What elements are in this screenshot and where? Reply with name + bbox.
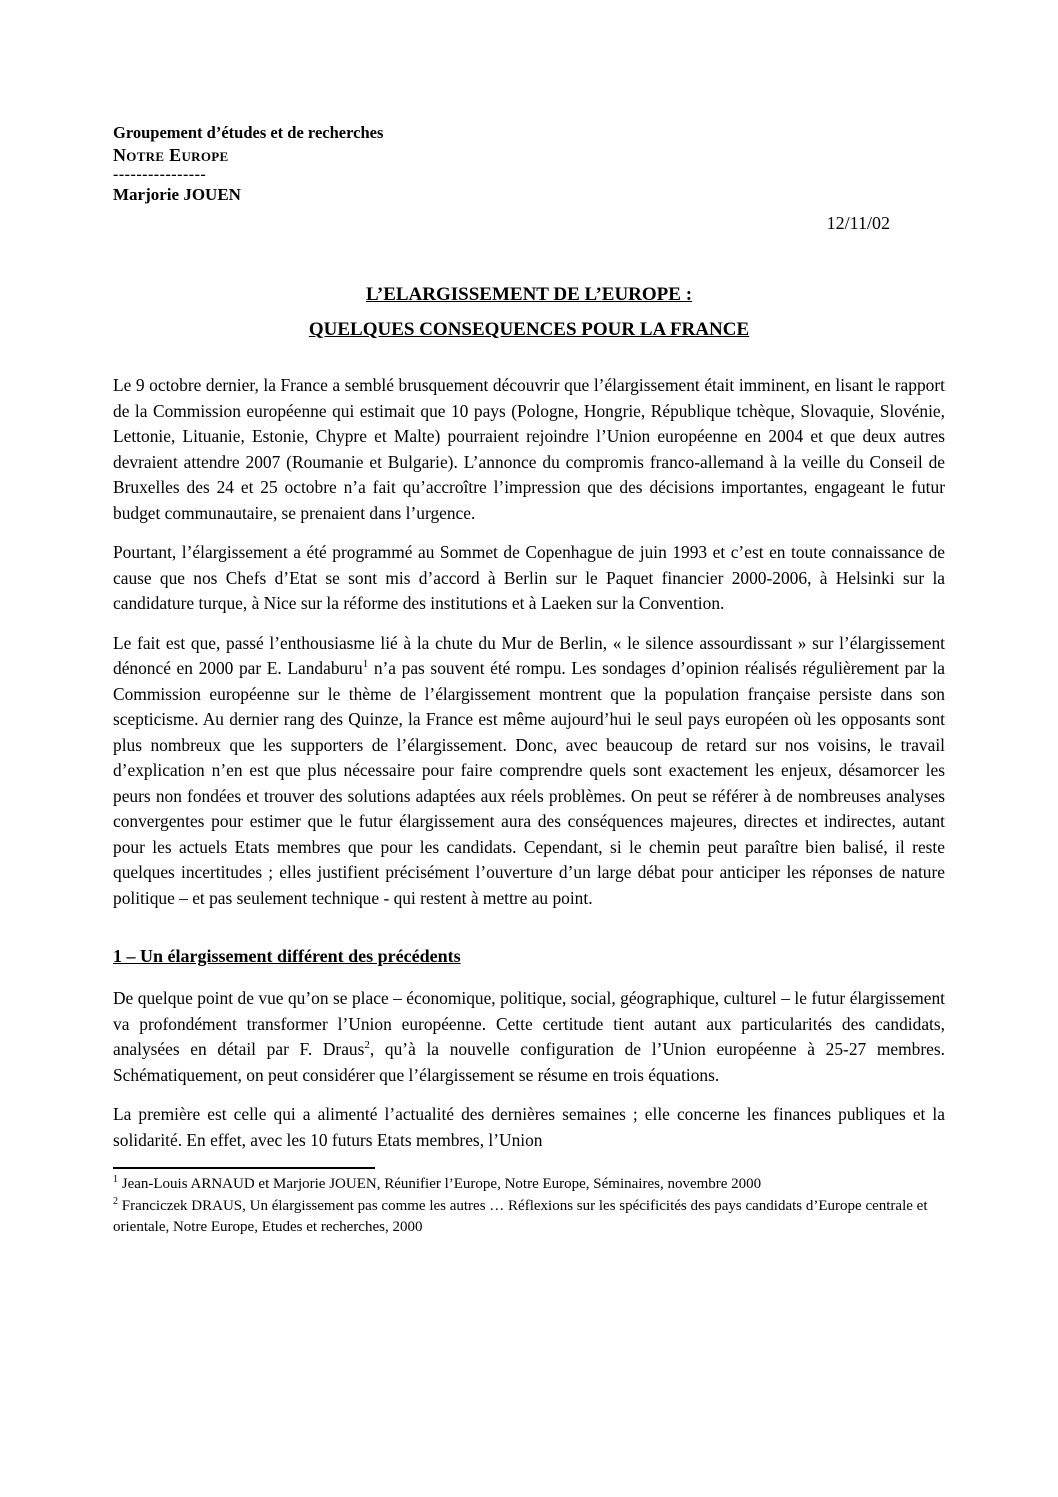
document-title [113,277,945,347]
header-divider-dashes: ---------------- [113,166,207,183]
footnote-separator-line [113,1167,375,1169]
section-1-heading: 1 – Un élargissement différent des précédents [113,946,461,966]
footnote-ref-1: 1 [362,658,369,671]
footnote-2-text: Franciczek DRAUS, Un élargissement pas comme les autres … Réflexions sur les spécificités des pays candidats d’Europe centrale et orientale, Notre Europe, Etudes et recherches, 2000 [113,1197,928,1235]
paragraph-1: Le 9 octobre dernier, la France a semblé brusquement découvrir que l’élargissement était imminent, en lisant le rapport de la Commission européenne qui estimait que 10 pays (Pologne, Hongrie, République tchèque, Slovaquie, Slovénie, Lettonie, Lituanie, Estonie, Chypre et Malte) pourraient rejoindre l’Union européenne en 2004 et que deux autres devraient attendre 2007 (Roumanie et Bulgarie). L’annonce du compromis franco-allemand à la veille du Conseil de Bruxelles des 24 et 25 octobre n’a fait qu’accroître l’impression que des décisions importantes, engageant le futur budget communautaire, se prenaient dans l’urgence. [113,375,945,523]
footnote-1-marker: 1 [113,1174,118,1185]
author-name: Marjorie JOUEN [113,185,241,204]
footnote-ref-2: 2 [364,1039,370,1052]
section-1-paragraph-2: La première est celle qui a alimenté l’actualité des dernières semaines ; elle concerne les finances publiques et la solidarité. En effet, avec les 10 futurs Etats membres, l’Union [113,1104,945,1150]
footnote-2-marker: 2 [113,1195,118,1207]
footnote-2 [113,1196,945,1239]
paragraph-3-text-b: n’a pas souvent été rompu. Les sondages d’opinion réalisés régulièrement par la Commission européenne sur le thème de l’élargissement montrent que la population française persiste dans son scepticisme. Au dernier rang des Quinze, la France est même aujourd’hui le seul pays européen où les opposants sont plus nombreux que les supporters de l’élargissement. Donc, avec beaucoup de retard sur nos voisins, le travail d’explication n’en est que plus nécessaire pour faire comprendre quels sont exactement les enjeux, désamorcer les peurs non fondées et trouver des solutions adaptées aux réels problèmes. On peut se référer à de nombreuses analyses convergentes pour estimer que le futur élargissement aura des conséquences majeures, directes et indirectes, autant pour les actuels Etats membres que pour les candidats. Cependant, si le chemin peut paraître bien balisé, il reste quelques incertitudes ; elles justifient précisément l’ouverture d’un large débat pour anticiper les réponses de nature politique – et pas seulement technique - qui restent à mettre au point. [113,658,945,908]
paragraph-3-text-a: Le fait est que, passé l’enthousiasme lié à la chute du Mur de Berlin, « le silence assourdissant » sur l’élargissement dénoncé en 2000 par E. Landaburu [113,632,945,678]
paragraph-3 [113,631,945,912]
footnote-1 [113,1174,945,1196]
paragraph-2: Pourtant, l’élargissement a été programmé au Sommet de Copenhague de juin 1993 et c’est en toute connaissance de cause que nos Chefs d’Etat se sont mis d’accord à Berlin sur le Paquet financier 2000-2006, à Helsinki sur la candidature turque, à Nice sur la réforme des institutions et à Laeken sur la Convention. [113,542,945,613]
org-brand: Notre Europe [113,145,229,165]
footnote-1-text: Jean-Louis ARNAUD et Marjorie JOUEN, Réunifier l’Europe, Notre Europe, Séminaires, novembre 2000 [118,1176,762,1192]
title-line-1: L’ELARGISSEMENT DE L’EUROPE : [365,284,693,305]
title-line-2: QUELQUES CONSEQUENCES POUR LA FRANCE [308,319,750,340]
section-1-paragraph-1 [113,986,945,1088]
section-1-paragraph-1-text-b: , qu’à la nouvelle configuration de l’Union européenne à 25-27 membres. Schématiquement, on peut considérer que l’élargissement se résume en trois équations. [113,1039,945,1085]
document-header [113,122,945,207]
footnotes-area [113,1174,945,1239]
org-name: Groupement d’études et de recherches [113,123,384,142]
document-date: 12/11/02 [826,213,890,233]
section-1-paragraph-1-text-a: De quelque point de vue qu’on se place – économique, politique, social, géographique, culturel – le futur élargissement va profondément transformer l’Union européenne. Cette certitude tient autant aux particularités des candidats, analysées en détail par F. Draus [113,988,945,1059]
